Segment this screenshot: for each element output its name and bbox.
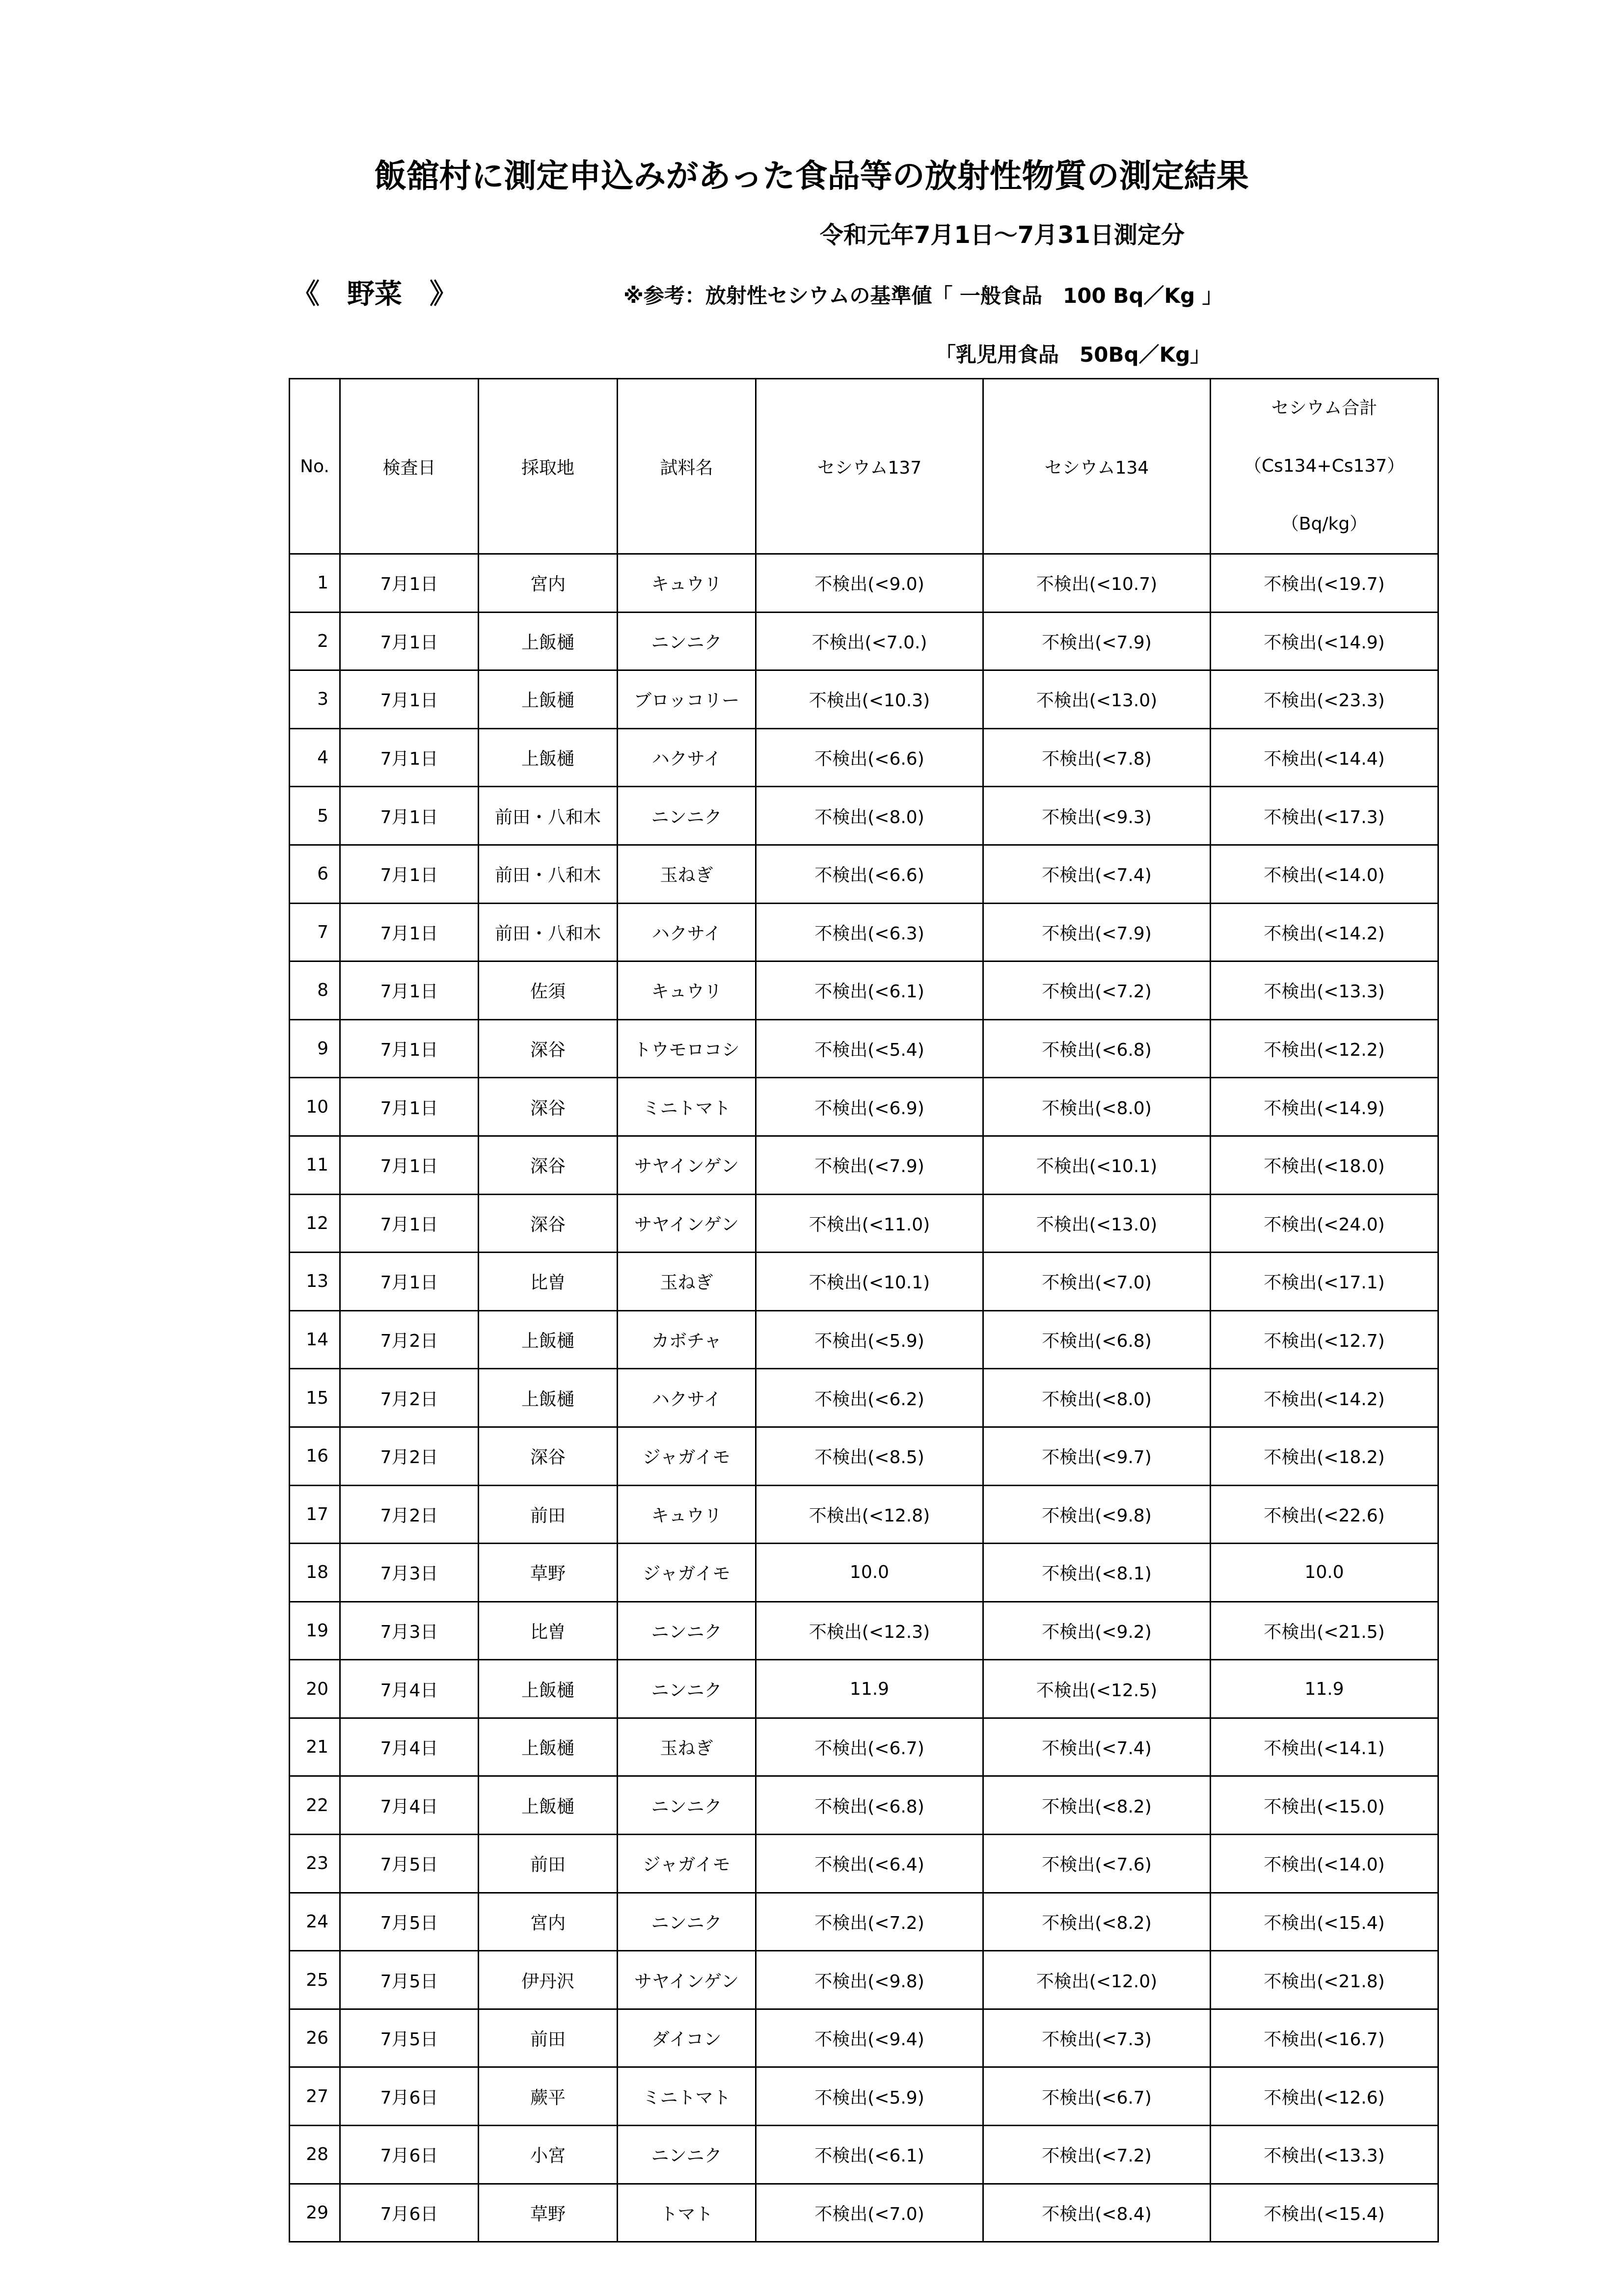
cell-cs134: 不検出(<8.0) [983,1078,1211,1136]
cell-total: 不検出(<24.0) [1211,1194,1438,1253]
cell-total: 不検出(<22.6) [1211,1485,1438,1544]
cell-location: 前田・八和木 [479,787,618,845]
cell-total: 不検出(<14.2) [1211,1369,1438,1427]
cell-sample: ダイコン [618,2009,756,2067]
cell-total: 不検出(<16.7) [1211,2009,1438,2067]
cell-sample: ニンニク [618,1602,756,1660]
cell-sample: 玉ねぎ [618,845,756,903]
cell-location: 宮内 [479,554,618,613]
cell-total: 10.0 [1211,1544,1438,1602]
cell-location: 上飯樋 [479,728,618,787]
cell-date: 7月5日 [340,2009,479,2067]
cell-cs137: 不検出(<12.3) [756,1602,983,1660]
cell-no: 22 [290,1776,340,1835]
cell-date: 7月1日 [340,728,479,787]
cell-cs137: 不検出(<8.0) [756,787,983,845]
cell-cs134: 不検出(<8.1) [983,1544,1211,1602]
cell-location: 上飯樋 [479,612,618,670]
cell-cs134: 不検出(<8.2) [983,1776,1211,1835]
cell-location: 前田 [479,2009,618,2067]
table-row [290,787,1438,845]
cell-sample: ミニトマト [618,2067,756,2126]
cell-cs137: 不検出(<6.6) [756,728,983,787]
cell-location: 深谷 [479,1194,618,1253]
cell-total: 不検出(<18.0) [1211,1136,1438,1194]
cell-sample: キュウリ [618,554,756,613]
cell-no: 13 [290,1253,340,1311]
table-row [290,612,1438,670]
table-row [290,845,1438,903]
cell-total: 不検出(<13.3) [1211,961,1438,1020]
cell-cs134: 不検出(<9.8) [983,1485,1211,1544]
cell-cs137: 不検出(<6.4) [756,1835,983,1893]
cell-cs134: 不検出(<13.0) [983,1194,1211,1253]
cell-date: 7月4日 [340,1718,479,1776]
cell-date: 7月1日 [340,554,479,613]
cell-no: 3 [290,670,340,729]
cell-location: 上飯樋 [479,670,618,729]
cell-total: 不検出(<21.8) [1211,1951,1438,2009]
cell-date: 7月1日 [340,1019,479,1078]
header-cs134: セシウム134 [983,379,1211,554]
cell-location: 前田・八和木 [479,845,618,903]
header-total-line3: （Bq/kg） [1281,514,1368,534]
cell-sample: トウモロコシ [618,1019,756,1078]
cell-date: 7月6日 [340,2184,479,2242]
cell-date: 7月6日 [340,2067,479,2126]
table-row [290,2184,1438,2242]
header-location: 採取地 [479,379,618,554]
cell-sample: キュウリ [618,1485,756,1544]
table-row [290,2009,1438,2067]
header-no: No. [290,379,340,554]
cell-sample: ブロッコリー [618,670,756,729]
cell-total: 不検出(<13.3) [1211,2126,1438,2184]
table-row [290,1136,1438,1194]
cell-location: 深谷 [479,1427,618,1485]
cell-total: 不検出(<14.9) [1211,1078,1438,1136]
cell-date: 7月1日 [340,845,479,903]
cell-sample: ニンニク [618,1893,756,1951]
table-row [290,1893,1438,1951]
table-row [290,1776,1438,1835]
cell-total: 不検出(<17.3) [1211,787,1438,845]
cell-no: 21 [290,1718,340,1776]
measurement-period: 令和元年7月1日～7月31日測定分 [820,221,1185,249]
cell-location: 宮内 [479,1893,618,1951]
cell-cs134: 不検出(<9.7) [983,1427,1211,1485]
cell-cs134: 不検出(<8.4) [983,2184,1211,2242]
cell-sample: 玉ねぎ [618,1253,756,1311]
cell-sample: サヤインゲン [618,1136,756,1194]
cell-location: 前田 [479,1835,618,1893]
cell-cs137: 11.9 [756,1660,983,1718]
cell-date: 7月2日 [340,1369,479,1427]
category-heading: 《 野菜 》 [292,278,457,310]
cell-location: 前田 [479,1485,618,1544]
cell-sample: ニンニク [618,1660,756,1718]
cell-no: 18 [290,1544,340,1602]
header-total-line2: （Cs134+Cs137） [1244,456,1405,476]
cell-cs137: 不検出(<9.4) [756,2009,983,2067]
cell-cs137: 不検出(<6.7) [756,1718,983,1776]
cell-cs137: 不検出(<10.3) [756,670,983,729]
cell-location: 深谷 [479,1019,618,1078]
cell-sample: 玉ねぎ [618,1718,756,1776]
cell-no: 27 [290,2067,340,2126]
table-row [290,670,1438,729]
cell-sample: ミニトマト [618,1078,756,1136]
header-date: 検査日 [340,379,479,554]
cell-cs137: 不検出(<8.5) [756,1427,983,1485]
cell-no: 28 [290,2126,340,2184]
cell-total: 不検出(<17.1) [1211,1253,1438,1311]
cell-total: 不検出(<14.9) [1211,612,1438,670]
cell-total: 不検出(<14.2) [1211,903,1438,961]
cell-date: 7月5日 [340,1951,479,2009]
cell-total: 不検出(<12.2) [1211,1019,1438,1078]
cell-cs134: 不検出(<13.0) [983,670,1211,729]
table-row [290,1544,1438,1602]
cell-cs134: 不検出(<7.4) [983,1718,1211,1776]
cell-location: 草野 [479,2184,618,2242]
cell-no: 14 [290,1310,340,1369]
cell-no: 9 [290,1019,340,1078]
cell-total: 不検出(<18.2) [1211,1427,1438,1485]
cell-sample: ハクサイ [618,903,756,961]
cell-date: 7月6日 [340,2126,479,2184]
header-cs137: セシウム137 [756,379,983,554]
cell-cs137: 不検出(<5.9) [756,1310,983,1369]
reference-standard-infant: 「乳児用食品 50Bq／Kg」 [935,343,1211,367]
cell-cs134: 不検出(<12.5) [983,1660,1211,1718]
cell-cs137: 不検出(<9.8) [756,1951,983,2009]
cell-location: 深谷 [479,1078,618,1136]
cell-location: 蕨平 [479,2067,618,2126]
cell-sample: ニンニク [618,612,756,670]
header-total-line1: セシウム合計 [1271,398,1378,418]
cell-no: 6 [290,845,340,903]
cell-sample: ニンニク [618,2126,756,2184]
cell-no: 29 [290,2184,340,2242]
table-row [290,1078,1438,1136]
cell-total: 不検出(<14.4) [1211,728,1438,787]
cell-cs134: 不検出(<7.4) [983,845,1211,903]
header-sample: 試料名 [618,379,756,554]
cell-no: 25 [290,1951,340,2009]
cell-sample: ハクサイ [618,1369,756,1427]
cell-cs134: 不検出(<8.2) [983,1893,1211,1951]
cell-cs134: 不検出(<7.2) [983,961,1211,1020]
table-row [290,1194,1438,1253]
cell-cs134: 不検出(<9.2) [983,1602,1211,1660]
cell-location: 上飯樋 [479,1310,618,1369]
cell-location: 小宮 [479,2126,618,2184]
cell-date: 7月1日 [340,903,479,961]
cell-cs137: 不検出(<9.0) [756,554,983,613]
header-total [1211,379,1438,554]
cell-date: 7月5日 [340,1893,479,1951]
table-row [290,903,1438,961]
cell-no: 10 [290,1078,340,1136]
cell-sample: キュウリ [618,961,756,1020]
cell-no: 5 [290,787,340,845]
cell-location: 上飯樋 [479,1718,618,1776]
cell-total: 不検出(<14.1) [1211,1718,1438,1776]
table-row [290,1310,1438,1369]
cell-no: 8 [290,961,340,1020]
cell-total: 不検出(<23.3) [1211,670,1438,729]
cell-location: 佐須 [479,961,618,1020]
cell-date: 7月1日 [340,670,479,729]
cell-no: 26 [290,2009,340,2067]
cell-cs137: 不検出(<5.9) [756,2067,983,2126]
cell-date: 7月1日 [340,1194,479,1253]
table-row [290,1369,1438,1427]
cell-date: 7月3日 [340,1602,479,1660]
cell-date: 7月5日 [340,1835,479,1893]
cell-date: 7月1日 [340,787,479,845]
cell-sample: ジャガイモ [618,1835,756,1893]
cell-no: 1 [290,554,340,613]
cell-no: 16 [290,1427,340,1485]
cell-cs137: 不検出(<6.1) [756,961,983,1020]
reference-standard-general: ※参考：放射性セシウムの基準値「 一般食品 100 Bq／Kg 」 [623,284,1223,308]
cell-no: 17 [290,1485,340,1544]
cell-no: 4 [290,728,340,787]
results-table [289,378,1439,2243]
cell-cs137: 不検出(<6.8) [756,1776,983,1835]
cell-total: 不検出(<19.7) [1211,554,1438,613]
cell-location: 比曽 [479,1602,618,1660]
cell-sample: サヤインゲン [618,1194,756,1253]
cell-cs137: 不検出(<10.1) [756,1253,983,1311]
cell-total: 不検出(<15.4) [1211,1893,1438,1951]
table-row [290,1660,1438,1718]
cell-cs137: 不検出(<6.1) [756,2126,983,2184]
cell-cs137: 不検出(<6.3) [756,903,983,961]
cell-location: 伊丹沢 [479,1951,618,2009]
table-row [290,1835,1438,1893]
cell-cs137: 不検出(<7.9) [756,1136,983,1194]
cell-cs137: 不検出(<5.4) [756,1019,983,1078]
cell-location: 上飯樋 [479,1369,618,1427]
cell-no: 2 [290,612,340,670]
table-row [290,1253,1438,1311]
cell-cs134: 不検出(<6.8) [983,1019,1211,1078]
table-row [290,1602,1438,1660]
table-row [290,1718,1438,1776]
cell-no: 23 [290,1835,340,1893]
cell-total: 不検出(<12.7) [1211,1310,1438,1369]
cell-cs134: 不検出(<10.7) [983,554,1211,613]
cell-location: 上飯樋 [479,1660,618,1718]
cell-location: 前田・八和木 [479,903,618,961]
cell-date: 7月1日 [340,612,479,670]
cell-cs134: 不検出(<10.1) [983,1136,1211,1194]
cell-date: 7月4日 [340,1660,479,1718]
cell-cs137: 不検出(<6.9) [756,1078,983,1136]
table-row [290,1951,1438,2009]
cell-date: 7月1日 [340,961,479,1020]
cell-no: 12 [290,1194,340,1253]
table-row [290,2126,1438,2184]
cell-location: 比曽 [479,1253,618,1311]
table-row [290,961,1438,1020]
cell-total: 不検出(<15.0) [1211,1776,1438,1835]
cell-cs137: 不検出(<11.0) [756,1194,983,1253]
cell-cs134: 不検出(<9.3) [983,787,1211,845]
table-row [290,1427,1438,1485]
cell-total: 不検出(<21.5) [1211,1602,1438,1660]
cell-no: 24 [290,1893,340,1951]
cell-sample: トマト [618,2184,756,2242]
cell-cs134: 不検出(<6.8) [983,1310,1211,1369]
cell-date: 7月2日 [340,1485,479,1544]
table-row [290,1485,1438,1544]
cell-total: 不検出(<15.4) [1211,2184,1438,2242]
cell-cs134: 不検出(<12.0) [983,1951,1211,2009]
page-title: 飯舘村に測定申込みがあった食品等の放射性物質の測定結果 [374,157,1249,195]
table-header-row [290,379,1438,554]
cell-cs137: 不検出(<6.6) [756,845,983,903]
cell-cs137: 10.0 [756,1544,983,1602]
cell-cs137: 不検出(<7.2) [756,1893,983,1951]
cell-sample: ニンニク [618,1776,756,1835]
cell-date: 7月2日 [340,1310,479,1369]
cell-location: 草野 [479,1544,618,1602]
cell-no: 20 [290,1660,340,1718]
cell-date: 7月2日 [340,1427,479,1485]
cell-location: 上飯樋 [479,1776,618,1835]
cell-cs137: 不検出(<6.2) [756,1369,983,1427]
cell-no: 19 [290,1602,340,1660]
cell-cs134: 不検出(<8.0) [983,1369,1211,1427]
cell-cs134: 不検出(<7.2) [983,2126,1211,2184]
cell-sample: ジャガイモ [618,1544,756,1602]
cell-cs134: 不検出(<7.9) [983,612,1211,670]
table-row [290,1019,1438,1078]
cell-cs134: 不検出(<6.7) [983,2067,1211,2126]
cell-cs137: 不検出(<12.8) [756,1485,983,1544]
table-row [290,554,1438,613]
cell-date: 7月4日 [340,1776,479,1835]
cell-date: 7月1日 [340,1078,479,1136]
table-row [290,728,1438,787]
cell-total: 不検出(<14.0) [1211,845,1438,903]
cell-cs134: 不検出(<7.3) [983,2009,1211,2067]
cell-sample: ニンニク [618,787,756,845]
cell-no: 15 [290,1369,340,1427]
cell-location: 深谷 [479,1136,618,1194]
cell-sample: ハクサイ [618,728,756,787]
cell-date: 7月1日 [340,1253,479,1311]
cell-date: 7月1日 [340,1136,479,1194]
cell-total: 不検出(<14.0) [1211,1835,1438,1893]
cell-total: 不検出(<12.6) [1211,2067,1438,2126]
cell-cs134: 不検出(<7.9) [983,903,1211,961]
cell-cs137: 不検出(<7.0.) [756,612,983,670]
cell-sample: サヤインゲン [618,1951,756,2009]
cell-cs134: 不検出(<7.6) [983,1835,1211,1893]
cell-no: 11 [290,1136,340,1194]
cell-date: 7月3日 [340,1544,479,1602]
cell-no: 7 [290,903,340,961]
cell-cs137: 不検出(<7.0) [756,2184,983,2242]
table-row [290,2067,1438,2126]
cell-sample: ジャガイモ [618,1427,756,1485]
cell-cs134: 不検出(<7.0) [983,1253,1211,1311]
cell-sample: カボチャ [618,1310,756,1369]
cell-cs134: 不検出(<7.8) [983,728,1211,787]
cell-total: 11.9 [1211,1660,1438,1718]
